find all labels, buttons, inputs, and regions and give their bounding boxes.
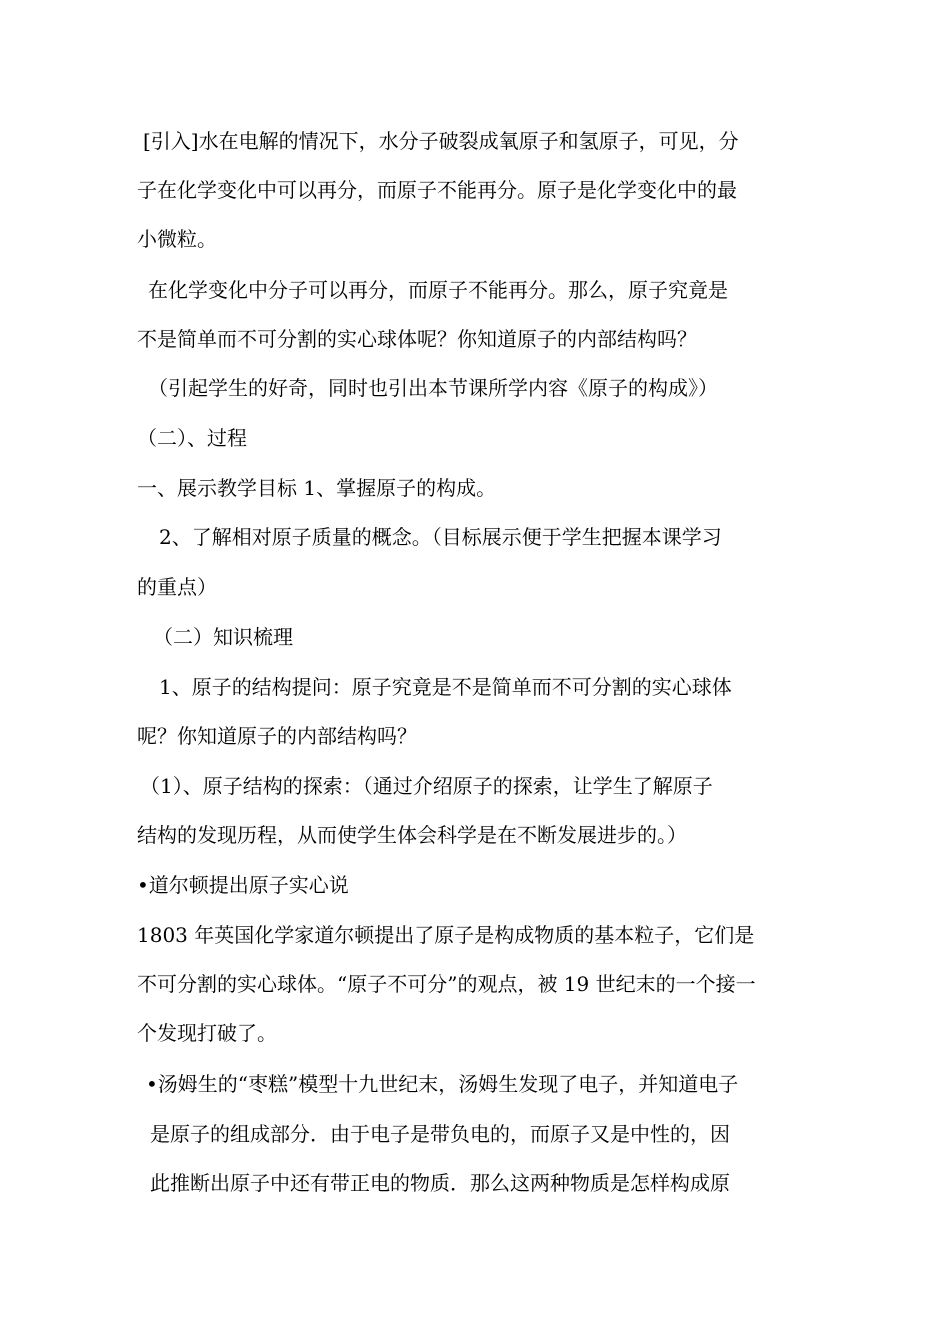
text-line: 结构的发现历程，从而使学生体会科学是在不断发展进步的。） (137, 823, 687, 847)
text-line: 一、展示教学目标 1、掌握原子的构成。 (137, 476, 497, 500)
text-line: 此推断出原子中还有带正电的物质．那么这两种物质是怎样构成原 (150, 1171, 730, 1195)
section-heading: （二）知识梳理 (153, 625, 293, 649)
text-line: （1）、原子结构的探索：（通过介绍原子的探索，让学生了解原子 (140, 774, 713, 798)
text-line: 在化学变化中分子可以再分，而原子不能再分。那么，原子究竟是 (148, 278, 728, 302)
bullet-line: •汤姆生的“枣糕”模型十九世纪末，汤姆生发现了电子，并知道电子 (146, 1072, 739, 1096)
text-line: [引入]水在电解的情况下，水分子破裂成氧原子和氢原子，可见，分 (143, 129, 739, 153)
bullet-line: •道尔顿提出原子实心说 (137, 873, 349, 897)
section-heading: （二）、过程 (137, 426, 247, 450)
text-line: 个发现打破了。 (137, 1021, 277, 1045)
text-line: 不可分割的实心球体。“原子不可分”的观点，被 19 世纪末的一个接一 (137, 972, 756, 996)
text-line: 1、原子的结构提问：原子究竟是不是简单而不可分割的实心球体 (159, 675, 732, 699)
text-line: 小微粒。 (137, 227, 217, 251)
text-line: 1803 年英国化学家道尔顿提出了原子是构成物质的基本粒子，它们是 (137, 923, 755, 947)
text-line: （引起学生的好奇，同时也引出本节课所学内容《原子的构成》） (148, 376, 718, 400)
text-line: 不是简单而不可分割的实心球体呢？你知道原子的内部结构吗？ (137, 327, 697, 351)
text-line: 的重点） (137, 575, 217, 599)
text-line: 子在化学变化中可以再分，而原子不能再分。原子是化学变化中的最 (137, 178, 737, 202)
text-line: 是原子的组成部分．由于电子是带负电的，而原子又是中性的，因 (150, 1122, 730, 1146)
text-line: 呢？你知道原子的内部结构吗？ (137, 724, 417, 748)
text-line: 2、了解相对原子质量的概念。（目标展示便于学生把握本课学习 (159, 525, 722, 549)
